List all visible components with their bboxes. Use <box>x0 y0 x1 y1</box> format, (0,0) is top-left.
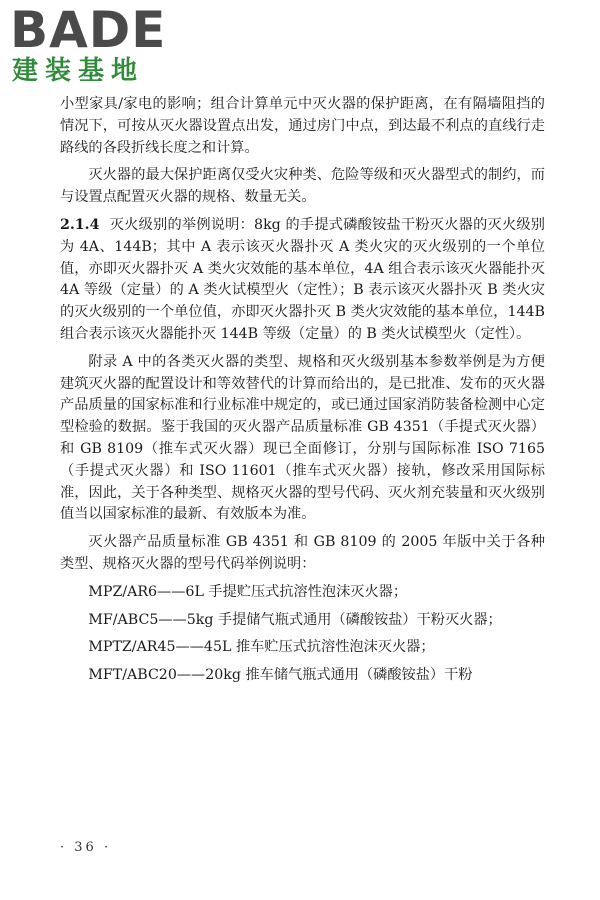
paragraph-protection-distance: 灭火器的最大保护距离仅受火灾种类、危险等级和灭火器型式的制约，而与设置点配置灭火器的规格、数量无关。 <box>60 167 545 206</box>
bade-logo <box>10 1 190 90</box>
document-body <box>60 94 545 687</box>
logo-wordmark: BADE <box>10 1 167 59</box>
paragraph-section-2-1-4 <box>60 215 545 346</box>
paragraph-model-codes: 灭火器产品质量标准 GB 4351 和 GB 8109 的 2005 年版中关于各种类型、规格灭火器的型号代码举例说明： <box>60 534 545 572</box>
model-example-4: MFT/ABC20——20kg 推车储气瓶式通用（磷酸铵盐）干粉 <box>88 667 473 684</box>
logo-tagline: 建装基地 <box>12 56 145 86</box>
paragraph-appendix-a: 附录 A 中的各类灭火器的类型、规格和灭火级别基本参数举例是为方便建筑灭火器的配置设计和等效替代的计算而给出的，是已批准、发布的灭火器产品质量的国家标准和行业标准中规定的，或已通过国家消防装备检测中心定型检验的数据。鉴于我国的灭火器产品质量标准 GB 4351（手提式灭火器）和 GB 8109（推车式灭火器）现已全面修订，分别与国际标准 ISO 7165（手提式灭火器）和 ISO 11601（推车式灭火器）接轨，修改采用国际标准，因此，关于各种类型、规格灭火器的型号代码、灭火剂充装量和灭火级别值当以国家标准的最新、有效版本为准。 <box>60 353 545 523</box>
paragraph-continuation: 小型家具/家电的影响；组合计算单元中灭火器的保护距离，在有隔墙阻挡的情况下，可按从灭火器设置点出发，通过房门中点，到达最不利点的直线行走路线的各段折线长度之和计算。 <box>60 96 545 156</box>
model-example-2: MF/ABC5——5kg 手提储气瓶式通用（磷酸铵盐）干粉灭火器； <box>88 611 502 628</box>
model-example-3: MPTZ/AR45——45L 推车贮压式抗溶性泡沫灭火器； <box>88 639 435 656</box>
model-example-1: MPZ/AR6——6L 手提贮压式抗溶性泡沫灭火器； <box>88 583 408 600</box>
page-number: · 36 · <box>60 840 112 855</box>
section-number: 2.1.4 <box>60 216 100 233</box>
section-text: 灭火级别的举例说明：8kg 的手提式磷酸铵盐干粉灭火器的灭火级别为 4A、144B；其中 A 表示该灭火器扑灭 A 类火灾的灭火级别的一个单位值，亦即灭火器扑灭 A 类火灾效能的基本单位，4A 组合表示该灭火器能扑灭 4A 等级（定量）的 A 类火试模型火（定性）；B 表示该灭火器扑灭 B 类火灾的灭火级别的一个单位值，亦即灭火器扑灭 B 类火灾效能的基本单位，144B 组合表示该灭火器能扑灭 144B 等级（定量）的 B 类火试模型火（定性）。 <box>60 216 545 342</box>
